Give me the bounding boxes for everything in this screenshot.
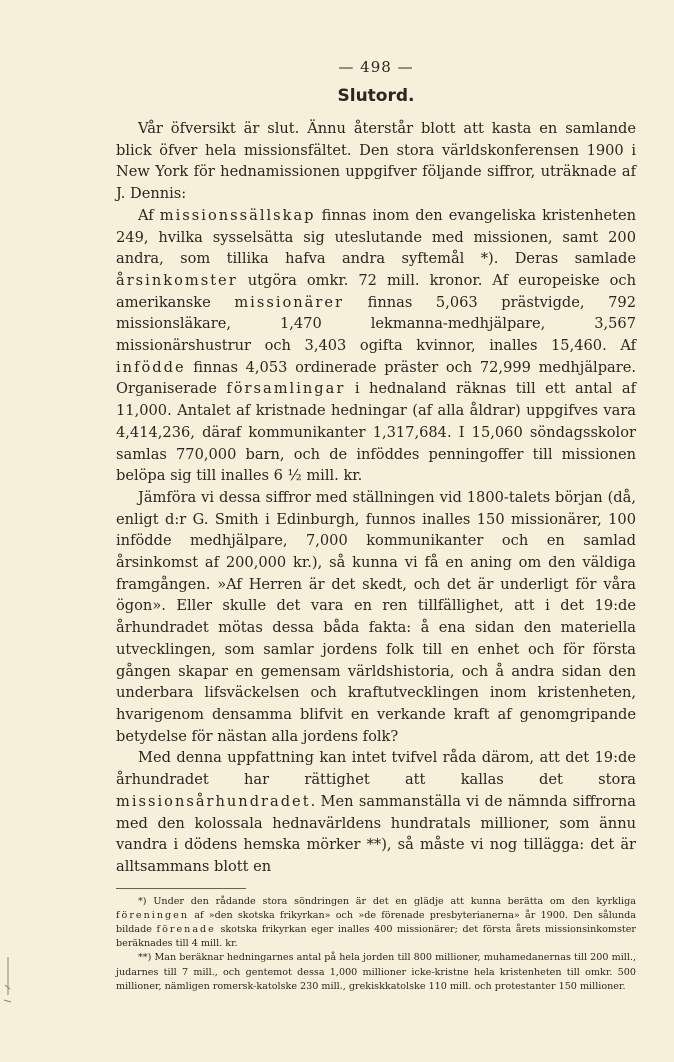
paragraph-1: Vår öfversikt är slut. Ännu återstår blott att kasta en samlande blick öfver hela missionsfältet. Den stora världskonferensen 1900 i New York för hednamissionen uppgifver följande siffror, uträknade af J. Dennis: — [116, 120, 636, 203]
footnote-2: **) Man beräknar hedningarnes antal på hela jorden till 800 millioner, muhamedanernas till 200 mill., judarnes till 7 mill., och gentemot dessa 1,000 millioner icke-kristne hela kristenheten till omkr. 500 millioner, nämligen romersk-katolske 230 mill., grekiskkatolske 110 mill. och protestanter 150 millioner. — [116, 952, 636, 992]
footnote-divider — [116, 888, 246, 889]
page-title: Slutord. — [337, 86, 415, 106]
page-number: — 498 — — [338, 58, 414, 76]
paragraph-2: Af missionssällskap finnas inom den evangeliska kristenheten 249, hvilka sysselsätta sig uteslutande med missionen, samt 200 andra, som tillika hafva andra syftemål *). Deras samlade årsinkomster utgöra omkr. 72 mill. kronor. Af europeiske och amerikanske missionärer finnas 5,063 prästvigde, 792 missionsläkare, 1,470 lekmanna-medhjälpare, 3,567 missionärshustrur och 3,403 ogifta kvinnor, inalles 15,460. Af infödde finnas 4,053 ordinerade präster och 72,999 medhjälpare. Organiserade församlingar i hednaland räknas till ett antal af 11,000. Antalet af kristnade hedningar (af alla åldrar) uppgifves vara 4,414,236, däraf kommunikanter 1,317,684. I 15,060 söndagsskolor samlas 770,000 barn, och de inföddes penningoffer till missionen belöpa sig till inalles 6 ½ mill. kr. — [116, 206, 637, 485]
margin-mark — [2, 955, 12, 1015]
page-content — [116, 58, 636, 994]
footnotes — [116, 895, 636, 994]
paragraph-4: Med denna uppfattning kan intet tvifvel råda därom, att det 19:de århundradet har rättighet att kallas det stora missionsårhundradet. Men sammanställa vi de nämnda siffrorna med den kolossala hednavärldens hundratals millioner, som ännu vandra i dödens hemska mörker **), så måste vi nog tillägga: det är alltsammans blott en — [116, 749, 636, 875]
body-text — [116, 118, 636, 878]
footnote-1: *) Under den rådande stora söndringen är det en glädje att kunna berätta om den kyrkliga föreningen af »den skotska frikyrkan» och »de förenade presbyterianerna» år 1900. Den sålunda bildade förenade skotska frikyrkan eger inalles 400 missionärer; det första årets missionsinkomster beräknades till 4 mill. kr. — [116, 895, 636, 950]
paragraph-3: Jämföra vi dessa siffror med ställningen vid 1800-talets början (då, enligt d:r G. Smith i Edinburgh, funnos inalles 150 missionärer, 100 infödde medhjälpare, 7,000 kommunikanter och en samlad årsinkomst af 200,000 kr.), så kunna vi få en aning om den väldiga framgången. »Af Herren är det skedt, och det är underligt för våra ögon». Eller skulle det vara en ren tillfällighet, att i det 19:de århundradet mötas dessa båda fakta: å ena sidan den materiella utvecklingen, som samlar jordens folk till en enhet och för första gången skapar en gemensam världshistoria, och å andra sidan den underbara lifsväckelsen och kraftutvecklingen inom kristenheten, hvarigenom densamma blifvit en verkande kraft af genomgripande betydelse för nästan alla jordens folk? — [116, 488, 636, 745]
